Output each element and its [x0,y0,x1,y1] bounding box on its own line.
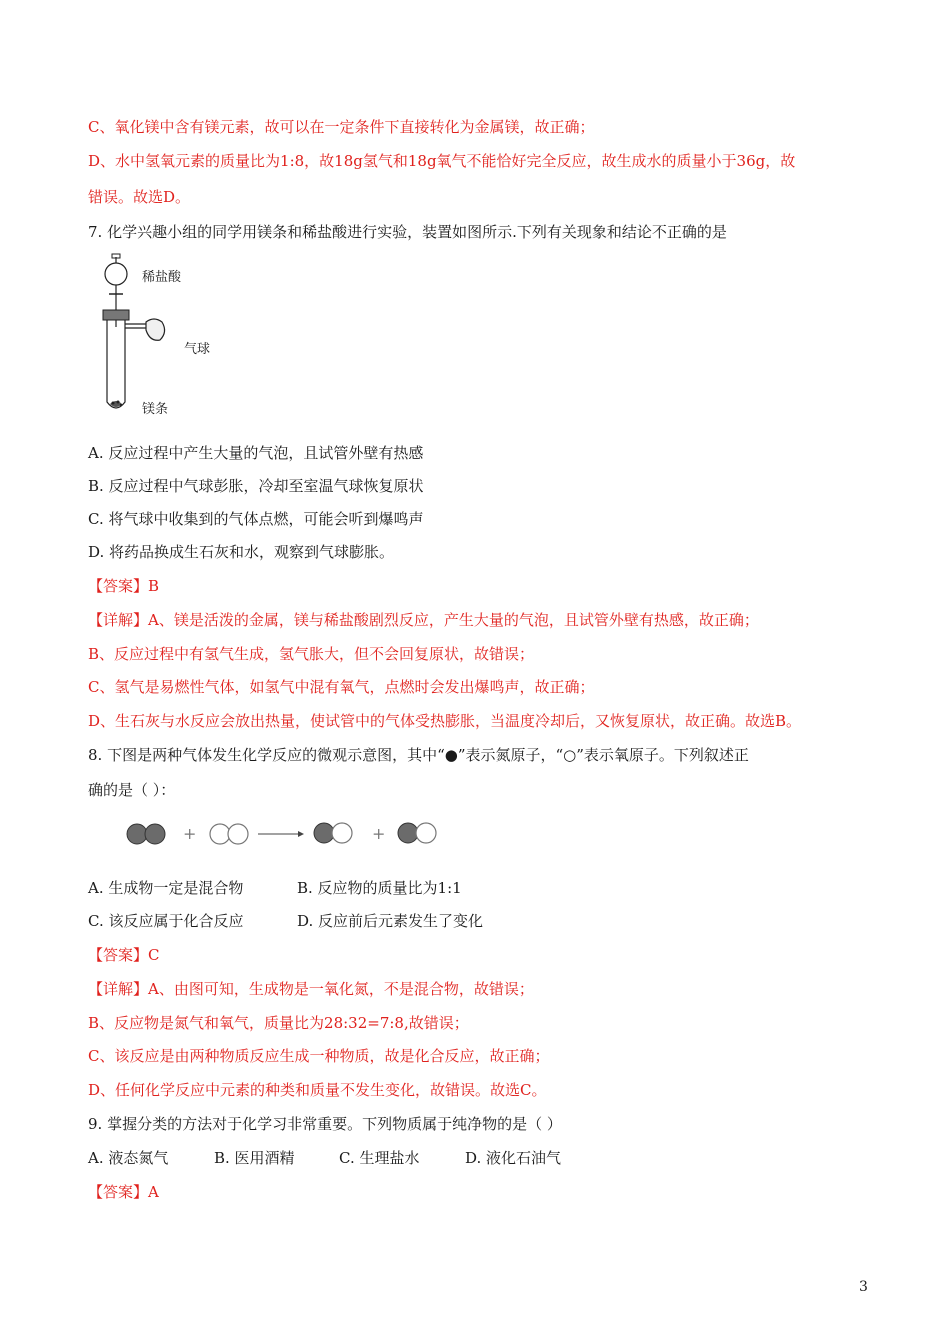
q9-option-d: D. 液化石油气 [465,1149,562,1167]
q7-explanation-c: C、氢气是易燃性气体，如氢气中混有氧气，点燃时会发出爆鸣声，故正确； [88,678,595,696]
q9-stem: 9. 掌握分类的方法对于化学习非常重要。下列物质属于纯净物的是（ ） [88,1115,562,1133]
q8-option-a: A. 生成物一定是混合物 [88,879,244,897]
q8-option-c: C. 该反应属于化合反应 [88,912,244,930]
q8-explanation-b: B、反应物是氮气和氧气，质量比为28:32=7:8,故错误； [88,1014,469,1032]
q7-explanation-a: 【详解】A、镁是活泼的金属，镁与稀盐酸剧烈反应，产生大量的气泡，且试管外壁有热感，故正确； [88,611,759,629]
explanation-d-prev-line2: 错误。故选D。 [88,188,191,206]
q7-answer: 【答案】B [88,577,160,595]
label-magnesium-ribbon: 镁条 [142,402,169,417]
q8-stem-line2: 确的是（ ）： [88,781,176,799]
q7-option-a: A. 反应过程中产生大量的气泡，且试管外壁有热感 [88,444,424,462]
q7-explanation-b: B、反应过程中有氢气生成，氢气胀大，但不会回复原状，故错误； [88,645,535,663]
q8-explanation-c: C、该反应是由两种物质反应生成一种物质，故是化合反应，故正确； [88,1047,550,1065]
plus-sign-1: + [183,824,197,843]
q8-option-b: B. 反应物的质量比为1:1 [297,879,462,897]
q7-apparatus-figure [88,252,248,422]
q9-option-a: A. 液态氮气 [88,1149,169,1167]
reaction-molecules [120,814,470,854]
q8-option-d: D. 反应前后元素发生了变化 [297,912,484,930]
q8-reaction-diagram [120,814,470,854]
q7-option-c: C. 将气球中收集到的气体点燃，可能会听到爆鸣声 [88,510,424,528]
q8-explanation-d: D、任何化学反应中元素的种类和质量不发生变化，故错误。故选C。 [88,1081,547,1099]
q9-option-b: B. 医用酒精 [214,1149,295,1167]
label-dilute-hcl: 稀盐酸 [142,270,182,285]
q7-option-b: B. 反应过程中气球彭胀，冷却至室温气球恢复原状 [88,477,424,495]
plus-sign-2: + [372,824,386,843]
q8-stem-line1: 8. 下图是两种气体发生化学反应的微观示意图，其中“●”表示氮原子，“○”表示氧原子。下列叙述正 [88,746,749,764]
q7-option-d: D. 将药品换成生石灰和水，观察到气球膨胀。 [88,543,395,561]
q8-answer: 【答案】C [88,946,160,964]
q8-explanation-a: 【详解】A、由图可知，生成物是一氧化氮，不是混合物，故错误； [88,980,534,998]
q9-answer: 【答案】A [88,1183,159,1201]
explanation-c-prev: C、氧化镁中含有镁元素，故可以在一定条件下直接转化为金属镁，故正确； [88,118,595,136]
q7-explanation-d: D、生石灰与水反应会放出热量，使试管中的气体受热膨胀，当温度冷却后，又恢复原状，故正确。故选B。 [88,712,802,730]
q9-option-c: C. 生理盐水 [339,1149,420,1167]
label-balloon: 气球 [184,342,211,357]
page-number: 3 [859,1279,868,1295]
explanation-d-prev-line1: D、水中氢氧元素的质量比为1:8，故18g氢气和18g氧气不能恰好完全反应，故生成水的质量小于36g，故 [88,152,796,170]
q7-stem: 7. 化学兴趣小组的同学用镁条和稀盐酸进行实验，装置如图所示.下列有关现象和结论不正确的是 [88,223,727,241]
